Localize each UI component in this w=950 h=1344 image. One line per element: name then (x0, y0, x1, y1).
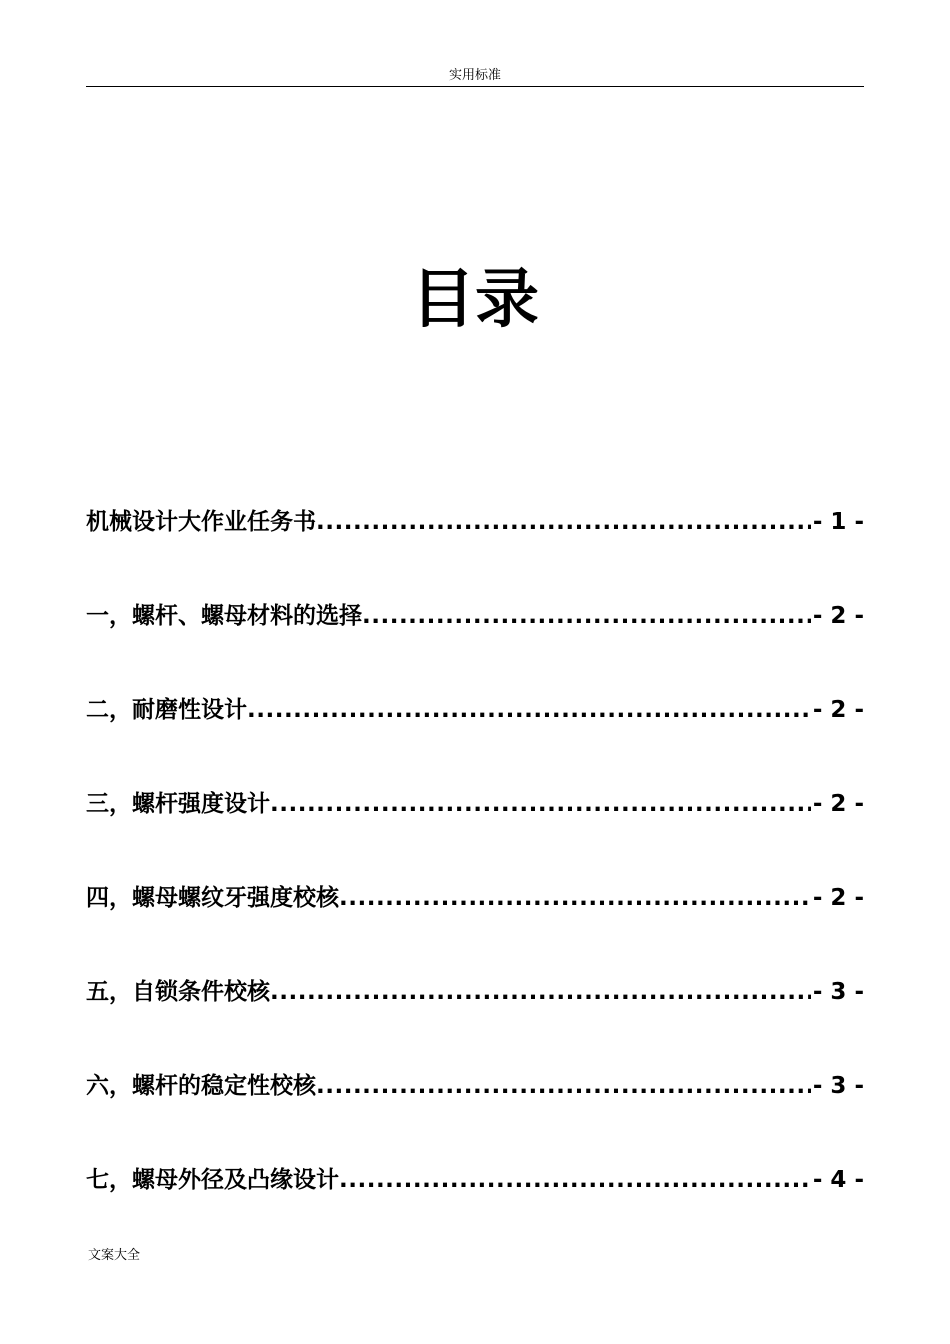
toc-entry-label: 二，耐磨性设计 (86, 697, 247, 723)
toc-entry[interactable] (86, 594, 864, 688)
toc-dot-leader (362, 594, 811, 638)
table-of-contents (86, 500, 864, 1252)
toc-entry-page: - 2 - (812, 603, 864, 629)
toc-entry-page: - 3 - (812, 979, 864, 1005)
toc-entry[interactable] (86, 782, 864, 876)
page-footer-text: 文案大全 (88, 1248, 141, 1263)
toc-entry[interactable] (86, 1158, 864, 1252)
toc-entry-page: - 2 - (812, 791, 864, 817)
toc-entry-label: 六，螺杆的稳定性校核 (86, 1073, 316, 1099)
toc-entry-label: 四，螺母螺纹牙强度校核 (86, 885, 339, 911)
toc-entry-page: - 4 - (812, 1167, 864, 1193)
toc-entry-label: 三，螺杆强度设计 (86, 791, 270, 817)
toc-dot-leader (339, 876, 811, 920)
toc-entry-label: 五，自锁条件校核 (86, 979, 270, 1005)
toc-dot-leader (270, 782, 811, 826)
toc-entry[interactable] (86, 688, 864, 782)
toc-dot-leader (247, 688, 811, 732)
toc-entry-label: 七，螺母外径及凸缘设计 (86, 1167, 339, 1193)
toc-entry[interactable] (86, 970, 864, 1064)
toc-entry-page: - 2 - (812, 885, 864, 911)
toc-entry[interactable] (86, 1064, 864, 1158)
toc-dot-leader (339, 1158, 811, 1202)
toc-entry-label: 一，螺杆、螺母材料的选择 (86, 603, 362, 629)
page-footer (88, 1246, 140, 1266)
toc-entry-page: - 1 - (812, 509, 864, 535)
toc-title: 目录 (411, 263, 539, 337)
toc-dot-leader (270, 970, 811, 1014)
toc-entry-page: - 3 - (812, 1073, 864, 1099)
toc-entry[interactable] (86, 876, 864, 970)
toc-entry-page: - 2 - (812, 697, 864, 723)
toc-dot-leader (316, 1064, 811, 1108)
page-header (86, 66, 864, 87)
toc-entry[interactable] (86, 500, 864, 594)
toc-dot-leader (316, 500, 811, 544)
toc-entry-label: 机械设计大作业任务书 (86, 509, 316, 535)
page-header-text: 实用标准 (448, 68, 501, 83)
